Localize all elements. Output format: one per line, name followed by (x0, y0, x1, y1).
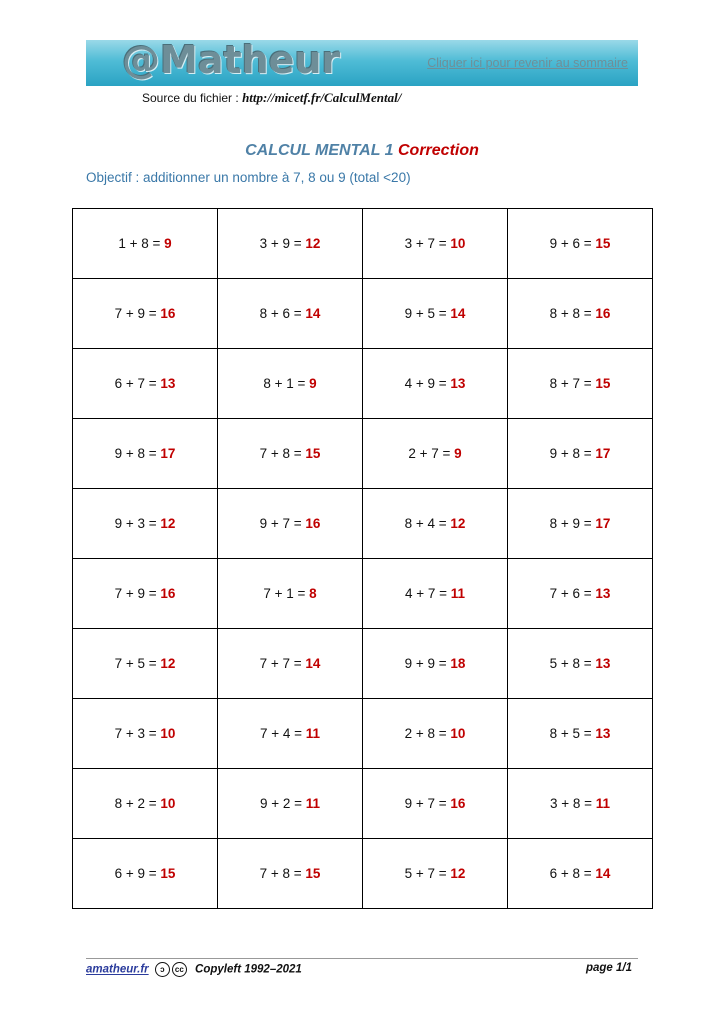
calc-answer: 14 (595, 866, 611, 881)
calc-answer: 14 (305, 656, 321, 671)
calc-question: 5 + 7 = (404, 866, 447, 881)
calc-question: 7 + 1 = (263, 586, 306, 601)
calc-cell (218, 349, 363, 419)
calc-question: 7 + 3 = (114, 726, 157, 741)
calc-cell (73, 769, 218, 839)
calc-cell (508, 769, 653, 839)
calc-question: 6 + 8 = (549, 866, 592, 881)
calc-question: 8 + 5 = (549, 726, 592, 741)
calc-cell (508, 629, 653, 699)
calc-answer: 13 (595, 586, 611, 601)
copyleft-text: Copyleft 1992–2021 (195, 963, 302, 976)
title-main: CALCUL MENTAL 1 (245, 142, 398, 159)
grid-row (73, 769, 653, 839)
calc-answer: 17 (595, 446, 611, 461)
calc-answer: 11 (595, 796, 611, 811)
calc-cell (218, 769, 363, 839)
calc-cell (363, 839, 508, 909)
calc-answer: 17 (595, 516, 611, 531)
calc-cell (363, 279, 508, 349)
calc-answer: 17 (160, 446, 176, 461)
copyleft-icon: ↄ (155, 962, 170, 977)
calc-question: 6 + 7 = (114, 376, 157, 391)
calc-question: 5 + 8 = (549, 656, 592, 671)
calc-cell (218, 489, 363, 559)
calc-cell (508, 349, 653, 419)
calc-cell (218, 629, 363, 699)
grid-row (73, 699, 653, 769)
source-label: Source du fichier : (142, 91, 243, 105)
calc-cell (218, 419, 363, 489)
site-link[interactable]: amatheur.fr (86, 963, 149, 976)
grid-row (73, 209, 653, 279)
calc-cell (508, 489, 653, 559)
calc-answer: 15 (595, 236, 611, 251)
calc-answer: 9 (309, 376, 317, 391)
calc-question: 3 + 7 = (404, 236, 447, 251)
calc-question: 8 + 6 = (259, 306, 302, 321)
calc-cell (363, 209, 508, 279)
creative-commons-icon: cc (172, 962, 187, 977)
calc-answer: 12 (450, 866, 466, 881)
calc-answer: 16 (450, 796, 466, 811)
back-to-summary-link[interactable]: Cliquer ici pour revenir au sommaire (427, 56, 628, 70)
calc-answer: 15 (305, 866, 321, 881)
grid-row (73, 489, 653, 559)
calc-cell (508, 209, 653, 279)
calc-answer: 10 (450, 236, 466, 251)
calc-question: 7 + 8 = (259, 446, 302, 461)
calc-answer: 14 (450, 306, 466, 321)
calc-question: 9 + 7 = (404, 796, 447, 811)
calc-answer: 16 (305, 516, 321, 531)
grid-row (73, 629, 653, 699)
calc-cell (508, 839, 653, 909)
objective-text: Objectif : additionner un nombre à 7, 8 ou 9 (total <20) (86, 170, 411, 185)
source-url: http://micetf.fr/CalculMental/ (242, 90, 402, 105)
footer (86, 962, 638, 982)
calc-answer: 13 (595, 656, 611, 671)
calc-cell (73, 209, 218, 279)
calc-question: 6 + 9 = (114, 866, 157, 881)
calc-question: 8 + 9 = (549, 516, 592, 531)
calc-question: 9 + 8 = (114, 446, 157, 461)
calc-cell (73, 839, 218, 909)
grid-row (73, 559, 653, 629)
calc-question: 7 + 8 = (259, 866, 302, 881)
calc-cell (363, 419, 508, 489)
calc-question: 2 + 7 = (408, 446, 451, 461)
calculation-grid (72, 208, 653, 909)
calc-question: 2 + 8 = (404, 726, 447, 741)
calc-question: 9 + 7 = (259, 516, 302, 531)
calc-answer: 9 (164, 236, 172, 251)
calc-cell (73, 489, 218, 559)
calc-answer: 16 (160, 306, 176, 321)
calc-question: 9 + 9 = (404, 656, 447, 671)
calc-answer: 11 (450, 586, 466, 601)
calc-cell (73, 629, 218, 699)
grid-row (73, 349, 653, 419)
calc-question: 9 + 3 = (114, 516, 157, 531)
calc-cell (218, 839, 363, 909)
calc-cell (508, 699, 653, 769)
calc-cell (73, 279, 218, 349)
calc-answer: 16 (595, 306, 611, 321)
calc-question: 7 + 9 = (114, 586, 157, 601)
calc-question: 4 + 7 = (404, 586, 447, 601)
header-banner (86, 40, 638, 86)
calc-question: 3 + 8 = (549, 796, 592, 811)
calc-answer: 10 (160, 726, 176, 741)
calc-answer: 13 (595, 726, 611, 741)
grid-row (73, 279, 653, 349)
calc-question: 9 + 2 = (259, 796, 302, 811)
calc-answer: 10 (160, 796, 176, 811)
source-line (142, 90, 401, 106)
calc-cell (218, 279, 363, 349)
matheur-logo: @Matheur (122, 40, 341, 82)
calc-cell (363, 349, 508, 419)
footer-divider (86, 958, 638, 959)
calc-answer: 16 (160, 586, 176, 601)
calc-question: 9 + 5 = (404, 306, 447, 321)
calc-cell (363, 769, 508, 839)
calc-cell (508, 559, 653, 629)
calc-question: 8 + 8 = (549, 306, 592, 321)
calc-answer: 11 (305, 796, 321, 811)
calc-answer: 12 (160, 516, 176, 531)
calc-cell (73, 699, 218, 769)
grid-row (73, 419, 653, 489)
calc-question: 7 + 9 = (114, 306, 157, 321)
calc-answer: 18 (450, 656, 466, 671)
calc-question: 7 + 4 = (259, 726, 302, 741)
calc-question: 3 + 9 = (259, 236, 302, 251)
calc-answer: 13 (160, 376, 176, 391)
calc-question: 8 + 7 = (549, 376, 592, 391)
calc-cell (508, 419, 653, 489)
calc-question: 8 + 4 = (404, 516, 447, 531)
calc-question: 4 + 9 = (404, 376, 447, 391)
calc-cell (218, 559, 363, 629)
calc-answer: 15 (160, 866, 176, 881)
calc-answer: 9 (454, 446, 462, 461)
calc-question: 9 + 6 = (549, 236, 592, 251)
title-correction: Correction (397, 142, 479, 159)
calc-cell (508, 279, 653, 349)
calc-answer: 12 (160, 656, 176, 671)
calc-cell (73, 559, 218, 629)
calc-question: 1 + 8 = (118, 236, 161, 251)
calc-question: 7 + 7 = (259, 656, 302, 671)
calc-answer: 13 (450, 376, 466, 391)
calc-answer: 11 (305, 726, 321, 741)
calc-answer: 15 (595, 376, 611, 391)
calc-question: 9 + 8 = (549, 446, 592, 461)
calc-cell (218, 209, 363, 279)
calc-answer: 14 (305, 306, 321, 321)
calc-question: 8 + 1 = (263, 376, 306, 391)
calc-cell (363, 699, 508, 769)
grid-row (73, 839, 653, 909)
calc-question: 7 + 5 = (114, 656, 157, 671)
calc-cell (73, 419, 218, 489)
calc-cell (363, 629, 508, 699)
page-number: page 1/1 (585, 962, 632, 974)
calc-answer: 15 (305, 446, 321, 461)
calc-cell (363, 559, 508, 629)
calc-answer: 10 (450, 726, 466, 741)
calc-cell (218, 699, 363, 769)
calc-cell (363, 489, 508, 559)
calc-cell (73, 349, 218, 419)
page-title (0, 142, 724, 160)
calc-question: 7 + 6 = (549, 586, 592, 601)
calc-answer: 12 (450, 516, 466, 531)
calc-answer: 8 (309, 586, 317, 601)
calc-answer: 12 (305, 236, 321, 251)
calc-question: 8 + 2 = (114, 796, 157, 811)
